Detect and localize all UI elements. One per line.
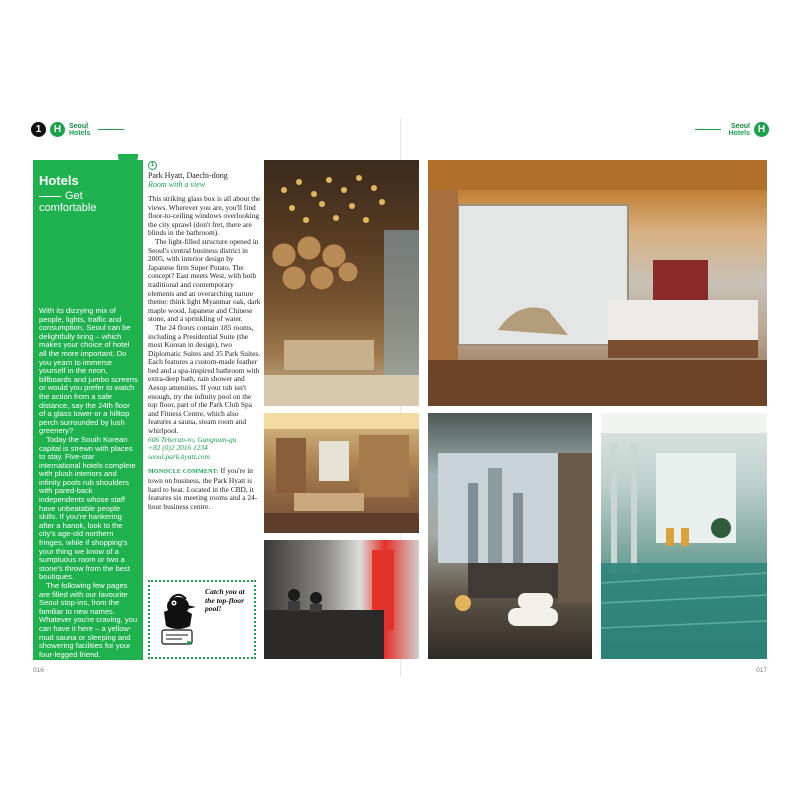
- header-label-left: [69, 123, 90, 137]
- intro-subtitle-row: [39, 190, 138, 214]
- comment-label: MONOCLE COMMENT:: [148, 469, 219, 476]
- intro-title: Hotels: [39, 173, 79, 188]
- suite-illustration: [264, 413, 419, 533]
- header-rule: [695, 129, 721, 130]
- hotel-address: 606 Teheran-ro, Gangnam-gu: [148, 434, 237, 444]
- page-number-left: 016: [33, 667, 44, 674]
- article-paragraph: The light-filled structure opened in Seoul's central business district in 2005, with interior design by Japanese firm Super Potato. The concept? East meets West, with both traditional and contemporary elements and an overarching nature theme: think light Myanmar oak, dark maple wood, Japanese and Chinese stone, and a sprinkling of water.: [148, 236, 261, 324]
- guest-room-illustration: [428, 160, 767, 406]
- intro-panel: [33, 160, 143, 660]
- chapter-number-badge: 1: [31, 122, 46, 137]
- comment-text: If you're in town on business, the Park Hyatt is hard to beat. Located in the CBD, it features six meeting rooms and a 24-hour business centre.: [148, 466, 258, 511]
- photo-bathroom-view: [428, 413, 592, 659]
- photo-infinity-pool: [601, 413, 767, 659]
- header-city: Seoul: [69, 122, 89, 130]
- entry-number: 1: [148, 161, 157, 170]
- hotel-article: [148, 160, 261, 511]
- hotel-phone: +82 (0)2 2016 1234: [148, 443, 208, 453]
- article-paragraph: This striking glass box is all about the views. Wherever you are, you'll find floor-to-ceiling windows overlooking the city sprawl (don't fret, there are blinds in the bathroom).: [148, 194, 261, 238]
- callout-text: Catch you at the top-floor pool!: [205, 587, 245, 614]
- intro-body: [39, 307, 138, 659]
- photo-suite-lounge: [264, 413, 419, 533]
- intro-paragraph: With its dizzying mix of people, lights, traffic and consumption, Seoul can be delightfully tiring – which makes your choice of hotel all the more important. Do you yearn to immerse yourself in the neon, billboards and jumbo screens or would you prefer to watch the action from a safe distance, say the 24th floor of a glass tower or a hilltop perch surrounded by lush greenery?: [39, 306, 138, 436]
- intro-paragraph: The following few pages are filled with our favourite Seoul stop-ins, from the familiar to new names. Whatever you're craving, you can have it here – a yellow-mud sauna or sleeping and showering facilities for your four-legged friend.: [39, 581, 138, 659]
- bird-mascot-icon: [156, 588, 202, 650]
- header-city: Seoul: [730, 122, 750, 130]
- photo-guest-room: [428, 160, 767, 406]
- lobby-illustration: [264, 160, 419, 406]
- photo-lobby-chandeliers: [264, 160, 419, 406]
- hotel-subtitle: Room with a view: [148, 180, 206, 189]
- hotels-badge-icon: H: [50, 122, 65, 137]
- panel-notch: [118, 154, 138, 166]
- page-number-right: 017: [756, 667, 767, 674]
- callout-box: [148, 580, 256, 659]
- monocle-comment: [148, 467, 261, 511]
- reception-illustration: [264, 540, 419, 659]
- pool-illustration: [601, 413, 767, 659]
- header-section: Hotels: [69, 129, 91, 137]
- hotel-website[interactable]: seoul.park.hyatt.com: [148, 451, 210, 461]
- intro-subtitle: Get comfortable: [39, 190, 97, 214]
- section-header-left: [31, 122, 128, 137]
- intro-paragraph: Today the South Korean capital is strewn with places to stay. Five-star international hotels complete with plush interiors and infinity pools rub shoulders with pared-back independents whose staff have unbeatable people skills. If you're hankering after a hanok, look to the city's age-old northern fringes, while if shopping's your thing we know of a sumptuous room or two a stone's throw from the best boutiques.: [39, 434, 136, 582]
- header-label-right: [729, 123, 750, 137]
- photo-reception: [264, 540, 419, 659]
- header-rule: [98, 129, 124, 130]
- section-header-right: [691, 122, 769, 137]
- hotel-name: Park Hyatt, Daechi-dong: [148, 171, 228, 180]
- header-section: Hotels: [728, 129, 750, 137]
- bathroom-illustration: [428, 413, 592, 659]
- subtitle-dash: [39, 196, 61, 197]
- hotels-badge-icon: H: [754, 122, 769, 137]
- article-paragraph: The 24 floors contain 185 rooms, including a Presidential Suite (the most Korean in design), two Diplomatic Suites and 35 Park Suites. Each features a custom-made feather bed and a spa-inspired bathroom with extra-deep bath, rain shower and Aesop amenities. If your tub isn't enough, try the infinity pool on the top floor, part of the Park Club Spa and Fitness Centre, which also features a sauna, steam room and whirlpool.: [148, 322, 261, 436]
